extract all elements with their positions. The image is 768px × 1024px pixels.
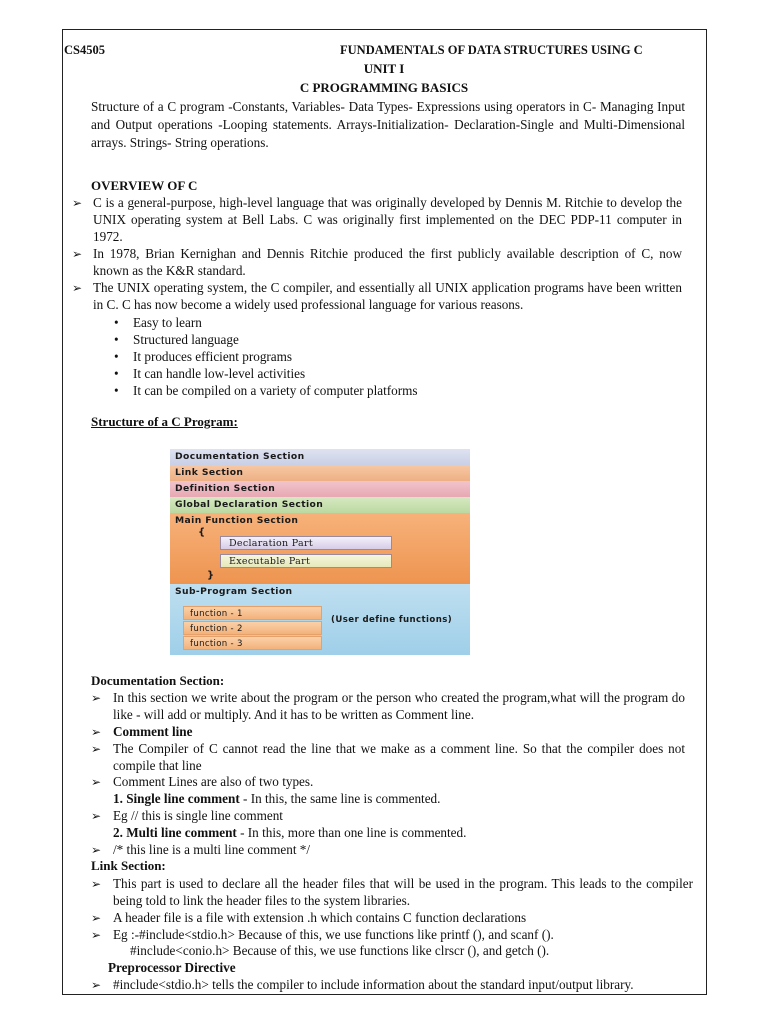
main-function-band: Main Function Section — [170, 513, 470, 584]
arrow-bullet-icon: ➢ — [91, 978, 102, 992]
global-declaration-band: Global Declaration Section — [170, 497, 470, 513]
function-box: function - 3 — [183, 636, 322, 650]
documentation-heading: Documentation Section: — [91, 673, 225, 688]
function-box: function - 2 — [183, 621, 322, 635]
link-bullet-3b: #include<conio.h> Because of this, we use functions like clrscr (), and getch (). — [130, 943, 550, 958]
list-item: • Easy to learn — [114, 315, 202, 330]
comment-line-label: Comment line — [113, 724, 193, 739]
link-bullet-4: #include<stdio.h> tells the compiler to include information about the standard input/output library. — [113, 977, 634, 992]
course-code: CS4505 — [64, 43, 105, 57]
link-bullet-2: A header file is a file with extension .h which contains C function declarations — [113, 910, 527, 925]
multi-comment-example: /* this line is a multi line comment */ — [113, 842, 311, 857]
arrow-bullet-icon: ➢ — [72, 281, 83, 295]
arrow-bullet-icon: ➢ — [91, 843, 102, 857]
arrow-bullet-icon: ➢ — [91, 725, 102, 739]
reason-list — [114, 314, 418, 399]
executable-part-box: Executable Part — [220, 554, 392, 568]
arrow-bullet-icon: ➢ — [91, 911, 102, 925]
link-heading: Link Section: — [91, 858, 166, 873]
close-brace: } — [207, 570, 215, 581]
link-bullet-3a: Eg :-#include<stdio.h> Because of this, we use functions like printf (), and scanf (). — [113, 927, 554, 942]
arrow-bullet-icon: ➢ — [91, 809, 102, 823]
arrow-bullet-icon: ➢ — [91, 742, 102, 756]
documentation-section-band: Documentation Section — [170, 449, 470, 465]
link-section-band: Link Section — [170, 465, 470, 481]
unit-label: UNIT I — [363, 61, 405, 76]
arrow-bullet-icon: ➢ — [91, 691, 102, 705]
arrow-bullet-icon: ➢ — [91, 877, 102, 891]
link-bullet-1: This part is used to declare all the header files that will be used in the program. This leads to the compiler being told to link the header files to the system libraries. — [113, 876, 693, 908]
overview-heading: OVERVIEW OF C — [91, 178, 198, 193]
open-brace: { — [198, 527, 206, 538]
preprocessor-heading: Preprocessor Directive — [108, 960, 236, 975]
overview-paragraph-2: In 1978, Brian Kernighan and Dennis Ritchie produced the first publicly available description of C, now known as the K&R standard. — [93, 246, 682, 278]
list-item: • Structured language — [114, 332, 239, 347]
overview-paragraph-1: C is a general-purpose, high-level language that was originally developed by Dennis M. Ritchie to develop the UNIX operating system at Bell Labs. C was originally first implemented on the DEC PDP-11 computer in 1972. — [93, 195, 682, 244]
definition-section-band: Definition Section — [170, 481, 470, 497]
single-line-comment: 1. Single line comment - In this, the same line is commented. — [113, 791, 441, 806]
course-title: FUNDAMENTALS OF DATA STRUCTURES USING C — [340, 43, 643, 57]
list-item: • It can handle low-level activities — [114, 366, 306, 381]
overview-paragraph-3: The UNIX operating system, the C compiler, and essentially all UNIX application programs have been written in C. C has now become a widely used professional language for various reasons. — [93, 280, 682, 312]
unit-title: C PROGRAMMING BASICS — [299, 80, 469, 95]
arrow-bullet-icon: ➢ — [91, 928, 102, 942]
doc-bullet-1: In this section we write about the program or the person who created the program,what will the program do like - will add or multiply. And it has to be written as Comment line. — [113, 690, 685, 722]
user-defined-label: (User define functions) — [331, 615, 453, 625]
c-program-structure-diagram — [170, 449, 470, 655]
single-comment-example: Eg // this is single line comment — [113, 808, 283, 823]
doc-bullet-3: The Compiler of C cannot read the line that we make as a comment line. So that the compiler does not compile that line — [113, 741, 685, 773]
arrow-bullet-icon: ➢ — [72, 196, 83, 210]
syllabus-text: Structure of a C program -Constants, Variables- Data Types- Expressions using operators in C- Managing Input and Output operations -Looping statements. Arrays-Initialization- Declaration-Single and Multi-Dimensional arrays. Strings- String operations. — [91, 99, 685, 150]
structure-heading: Structure of a C Program: — [91, 414, 238, 429]
function-box: function - 1 — [183, 606, 322, 620]
arrow-bullet-icon: ➢ — [72, 247, 83, 261]
list-item: • It can be compiled on a variety of computer platforms — [114, 383, 418, 398]
multi-line-comment: 2. Multi line comment - In this, more than one line is commented. — [113, 825, 467, 840]
doc-bullet-4: Comment Lines are also of two types. — [113, 774, 314, 789]
list-item: • It produces efficient programs — [114, 349, 293, 364]
arrow-bullet-icon: ➢ — [91, 775, 102, 789]
declaration-part-box: Declaration Part — [220, 536, 392, 550]
subprogram-band: Sub-Program Section — [170, 584, 470, 655]
